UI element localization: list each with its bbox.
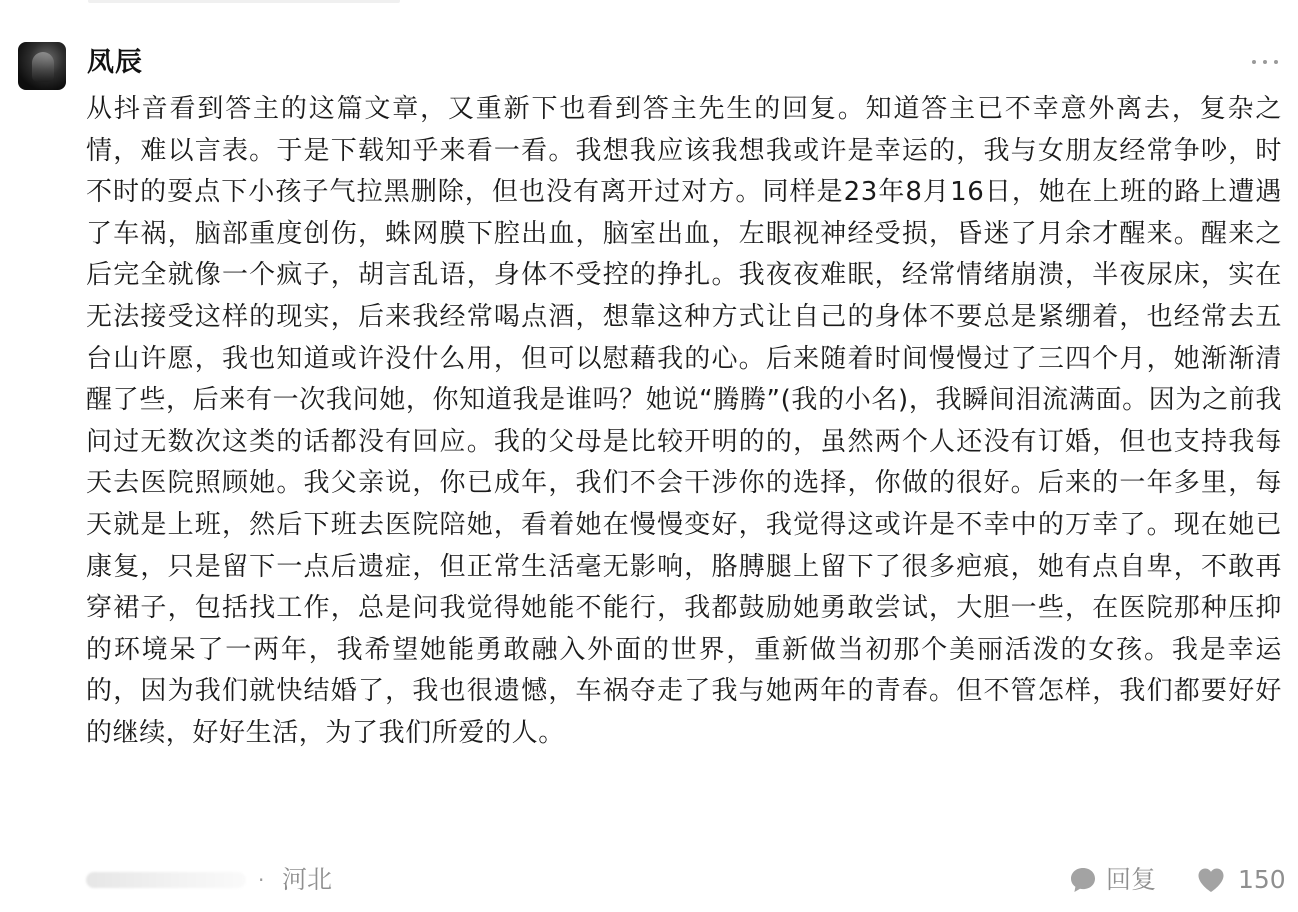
location-label: 河北 bbox=[282, 865, 333, 894]
heart-icon bbox=[1196, 866, 1226, 894]
meta-separator: · bbox=[258, 868, 265, 892]
reply-button[interactable] bbox=[1068, 862, 1156, 898]
comment-content: 从抖音看到答主的这篇文章，又重新下也看到答主先生的回复。知道答主已不幸意外离去，复杂之情，难以言表。于是下载知乎来看一看。我想我应该我想我或许是幸运的，我与女朋友经常争吵，时不时的耍点下小孩子气拉黑删除，但也没有离开过对方。同样是23年8月16日，她在上班的路上遭遇了车祸，脑部重度创伤，蛛网膜下腔出血，脑室出血，左眼视神经受损，昏迷了月余才醒来。醒来之后完全就像一个疯子，胡言乱语，身体不受控的挣扎。我夜夜难眠，经常情绪崩溃，半夜尿床，实在无法接受这样的现实，后来我经常喝点酒，想靠这种方式让自己的身体不要总是紧绷着，也经常去五台山许愿，我也知道或许没什么用，但可以慰藉我的心。后来随着时间慢慢过了三四个月，她渐渐清醒了些，后来有一次我问她，你知道我是谁吗？她说“腾腾”(我的小名)，我瞬间泪流满面。因为之前我问过无数次这类的话都没有回应。我的父母是比较开明的的，虽然两个人还没有订婚，但也支持我每天去医院照顾她。我父亲说，你已成年，我们不会干涉你的选择，你做的很好。后来的一年多里，每天就是上班，然后下班去医院陪她，看着她在慢慢变好，我觉得这或许是不幸中的万幸了。现在她已康复，只是留下一点后遗症，但正常生活毫无影响，胳膊腿上留下了很多疤痕，她有点自卑，不敢再穿裙子，包括找工作，总是问我觉得她能不能行，我都鼓励她勇敢尝试，大胆一些，在医院那种压抑的环境呆了一两年，我希望她能勇敢融入外面的世界，重新做当初那个美丽活泼的女孩。我是幸运的，因为我们就快结婚了，我也很遗憾，车祸夺走了我与她两年的青春。但不管怎样，我们都要好好的继续，好好生活，为了我们所爱的人。 bbox=[86, 94, 1282, 748]
avatar[interactable] bbox=[18, 42, 66, 90]
blurred-timestamp bbox=[86, 872, 246, 888]
avatar-photo bbox=[32, 52, 54, 82]
reply-label: 回复 bbox=[1106, 865, 1157, 894]
comment-bubble-icon bbox=[1068, 865, 1098, 895]
comment-footer bbox=[86, 862, 1286, 898]
top-divider bbox=[88, 0, 400, 3]
like-count: 150 bbox=[1238, 865, 1286, 894]
more-dots-icon[interactable] bbox=[1252, 53, 1278, 71]
like-button[interactable] bbox=[1196, 862, 1286, 898]
author-name[interactable]: 凤辰 bbox=[87, 47, 143, 78]
